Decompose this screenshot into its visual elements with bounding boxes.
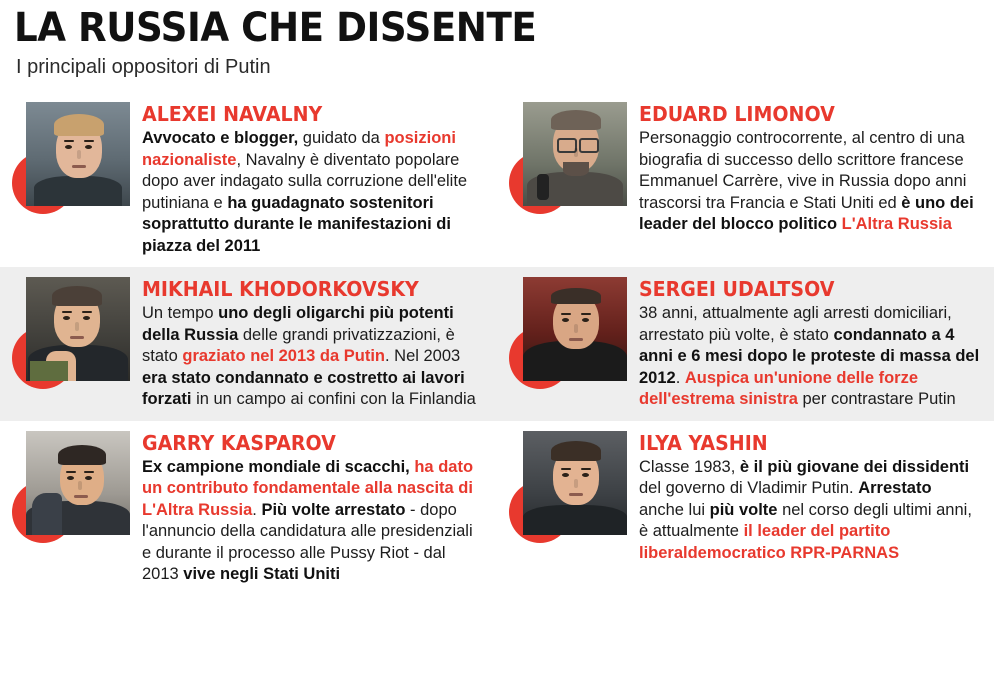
portrait-kasparov: [26, 431, 130, 535]
entry-body: [639, 128, 980, 236]
text-run: .: [675, 368, 685, 387]
portrait-wrap: [12, 277, 130, 395]
text-run: posizioni nazionaliste: [142, 129, 456, 169]
portrait-udaltsov: [523, 277, 627, 381]
text-run: nel corso degli ultimi anni, è attualmente: [639, 500, 972, 540]
entry-name: EDUARD LIMONOV: [639, 102, 835, 126]
entry-text-wrap: [639, 102, 980, 257]
portrait-wrap: [12, 102, 130, 220]
entry-card-kasparov: [0, 421, 497, 596]
entry-name: MIKHAIL KHODORKOVSKY: [142, 277, 419, 301]
text-run: . Nel 2003: [385, 347, 461, 365]
entry-card-udaltsov: [497, 267, 994, 421]
text-run: .: [252, 500, 262, 519]
entry-row: [0, 421, 994, 596]
entry-card-khodorkovsky: [0, 267, 497, 421]
text-run: delle grandi privatizzazioni, è stato: [142, 325, 455, 365]
entry-name: GARRY KASPAROV: [142, 430, 336, 455]
text-run: vive negli Stati Uniti: [183, 565, 341, 583]
entry-card-limonov: [497, 92, 994, 267]
portrait-khodorkovsky: [26, 277, 130, 381]
entry-row: [0, 92, 994, 267]
portrait-navalny: [26, 102, 130, 206]
text-run: - dopo l'annuncio della candidatura alle presidenziali e durante il processo alle Pussy Riot - dal 2013: [142, 500, 473, 583]
entry-body: [639, 303, 980, 411]
text-run: era stato condannato e costretto ai lavori forzati: [142, 368, 465, 408]
entry-row: [0, 267, 994, 421]
text-run: è il più giovane dei dissidenti: [739, 457, 970, 476]
text-run: L'Altra Russia: [841, 215, 952, 233]
entry-text-wrap: [142, 102, 483, 257]
portrait-wrap: [509, 431, 627, 549]
text-run: Personaggio controcorrente, al centro di una biografia di successo dello scrittore francese Emmanuel Carrère, vive in Russia dopo anni trascorsi tra Francia e Stati Uniti ed: [639, 129, 967, 212]
portrait-wrap: [12, 431, 130, 549]
text-run: Classe 1983,: [639, 457, 740, 476]
entry-name: ALEXEI NAVALNY: [142, 102, 323, 126]
text-run: Più volte arrestato: [261, 500, 406, 519]
text-run: ha dato un contributo fondamentale alla nascita di L'Altra Russia: [142, 457, 474, 519]
portrait-wrap: [509, 277, 627, 395]
entry-text-wrap: [639, 431, 980, 586]
portrait-wrap: [509, 102, 627, 220]
text-run: Ex campione mondiale di scacchi,: [142, 457, 410, 476]
entry-name: SERGEI UDALTSOV: [639, 277, 835, 301]
entry-card-navalny: [0, 92, 497, 267]
text-run: per contrastare Putin: [797, 390, 956, 408]
page-title: LA RUSSIA CHE DISSENTE: [14, 5, 537, 51]
text-run: uno degli oligarchi più potenti della Russia: [142, 304, 454, 344]
text-run: Auspica un'unione delle forze dell'estrema sinistra: [639, 368, 919, 408]
entry-card-yashin: [497, 421, 994, 596]
entry-body: [142, 303, 483, 411]
text-run: il leader del partito liberaldemocratico RPR-PARNAS: [639, 522, 900, 562]
portrait-yashin: [523, 431, 627, 535]
entry-body: [639, 457, 980, 565]
page-subtitle: I principali oppositori di Putin: [16, 56, 271, 78]
text-run: più volte: [709, 500, 778, 519]
text-run: in un campo ai confini con la Finlandia: [191, 390, 476, 408]
text-run: anche lui: [639, 500, 710, 519]
text-run: ha guadagnato sostenitori soprattutto durante le manifestazioni di piazza del 2011: [142, 193, 451, 255]
text-run: 38 anni, attualmente agli arresti domiciliari, arrestato più volte, è stato: [639, 304, 952, 344]
text-run: guidato da: [298, 129, 385, 147]
entry-body: [142, 457, 483, 586]
entry-name: ILYA YASHIN: [639, 430, 768, 455]
text-run: Un tempo: [142, 304, 219, 322]
entry-text-wrap: [142, 431, 483, 586]
text-run: è uno dei leader del blocco politico: [639, 193, 974, 233]
entry-text-wrap: [142, 277, 483, 411]
header: [0, 0, 994, 80]
entry-body: [142, 128, 483, 257]
text-run: graziato nel 2013 da Putin: [182, 347, 385, 365]
text-run: , Navalny è diventato popolare dopo aver indagato sulla corruzione dell'elite putiniana e: [142, 150, 468, 212]
text-run: Avvocato e blogger,: [142, 129, 299, 147]
text-run: Arrestato: [858, 479, 932, 497]
entries-grid: [0, 92, 994, 596]
text-run: del governo di Vladimir Putin.: [639, 479, 859, 497]
portrait-limonov: [523, 102, 627, 206]
entry-text-wrap: [639, 277, 980, 411]
text-run: condannato a 4 anni e 6 mesi dopo le proteste di massa del 2012: [639, 325, 980, 387]
